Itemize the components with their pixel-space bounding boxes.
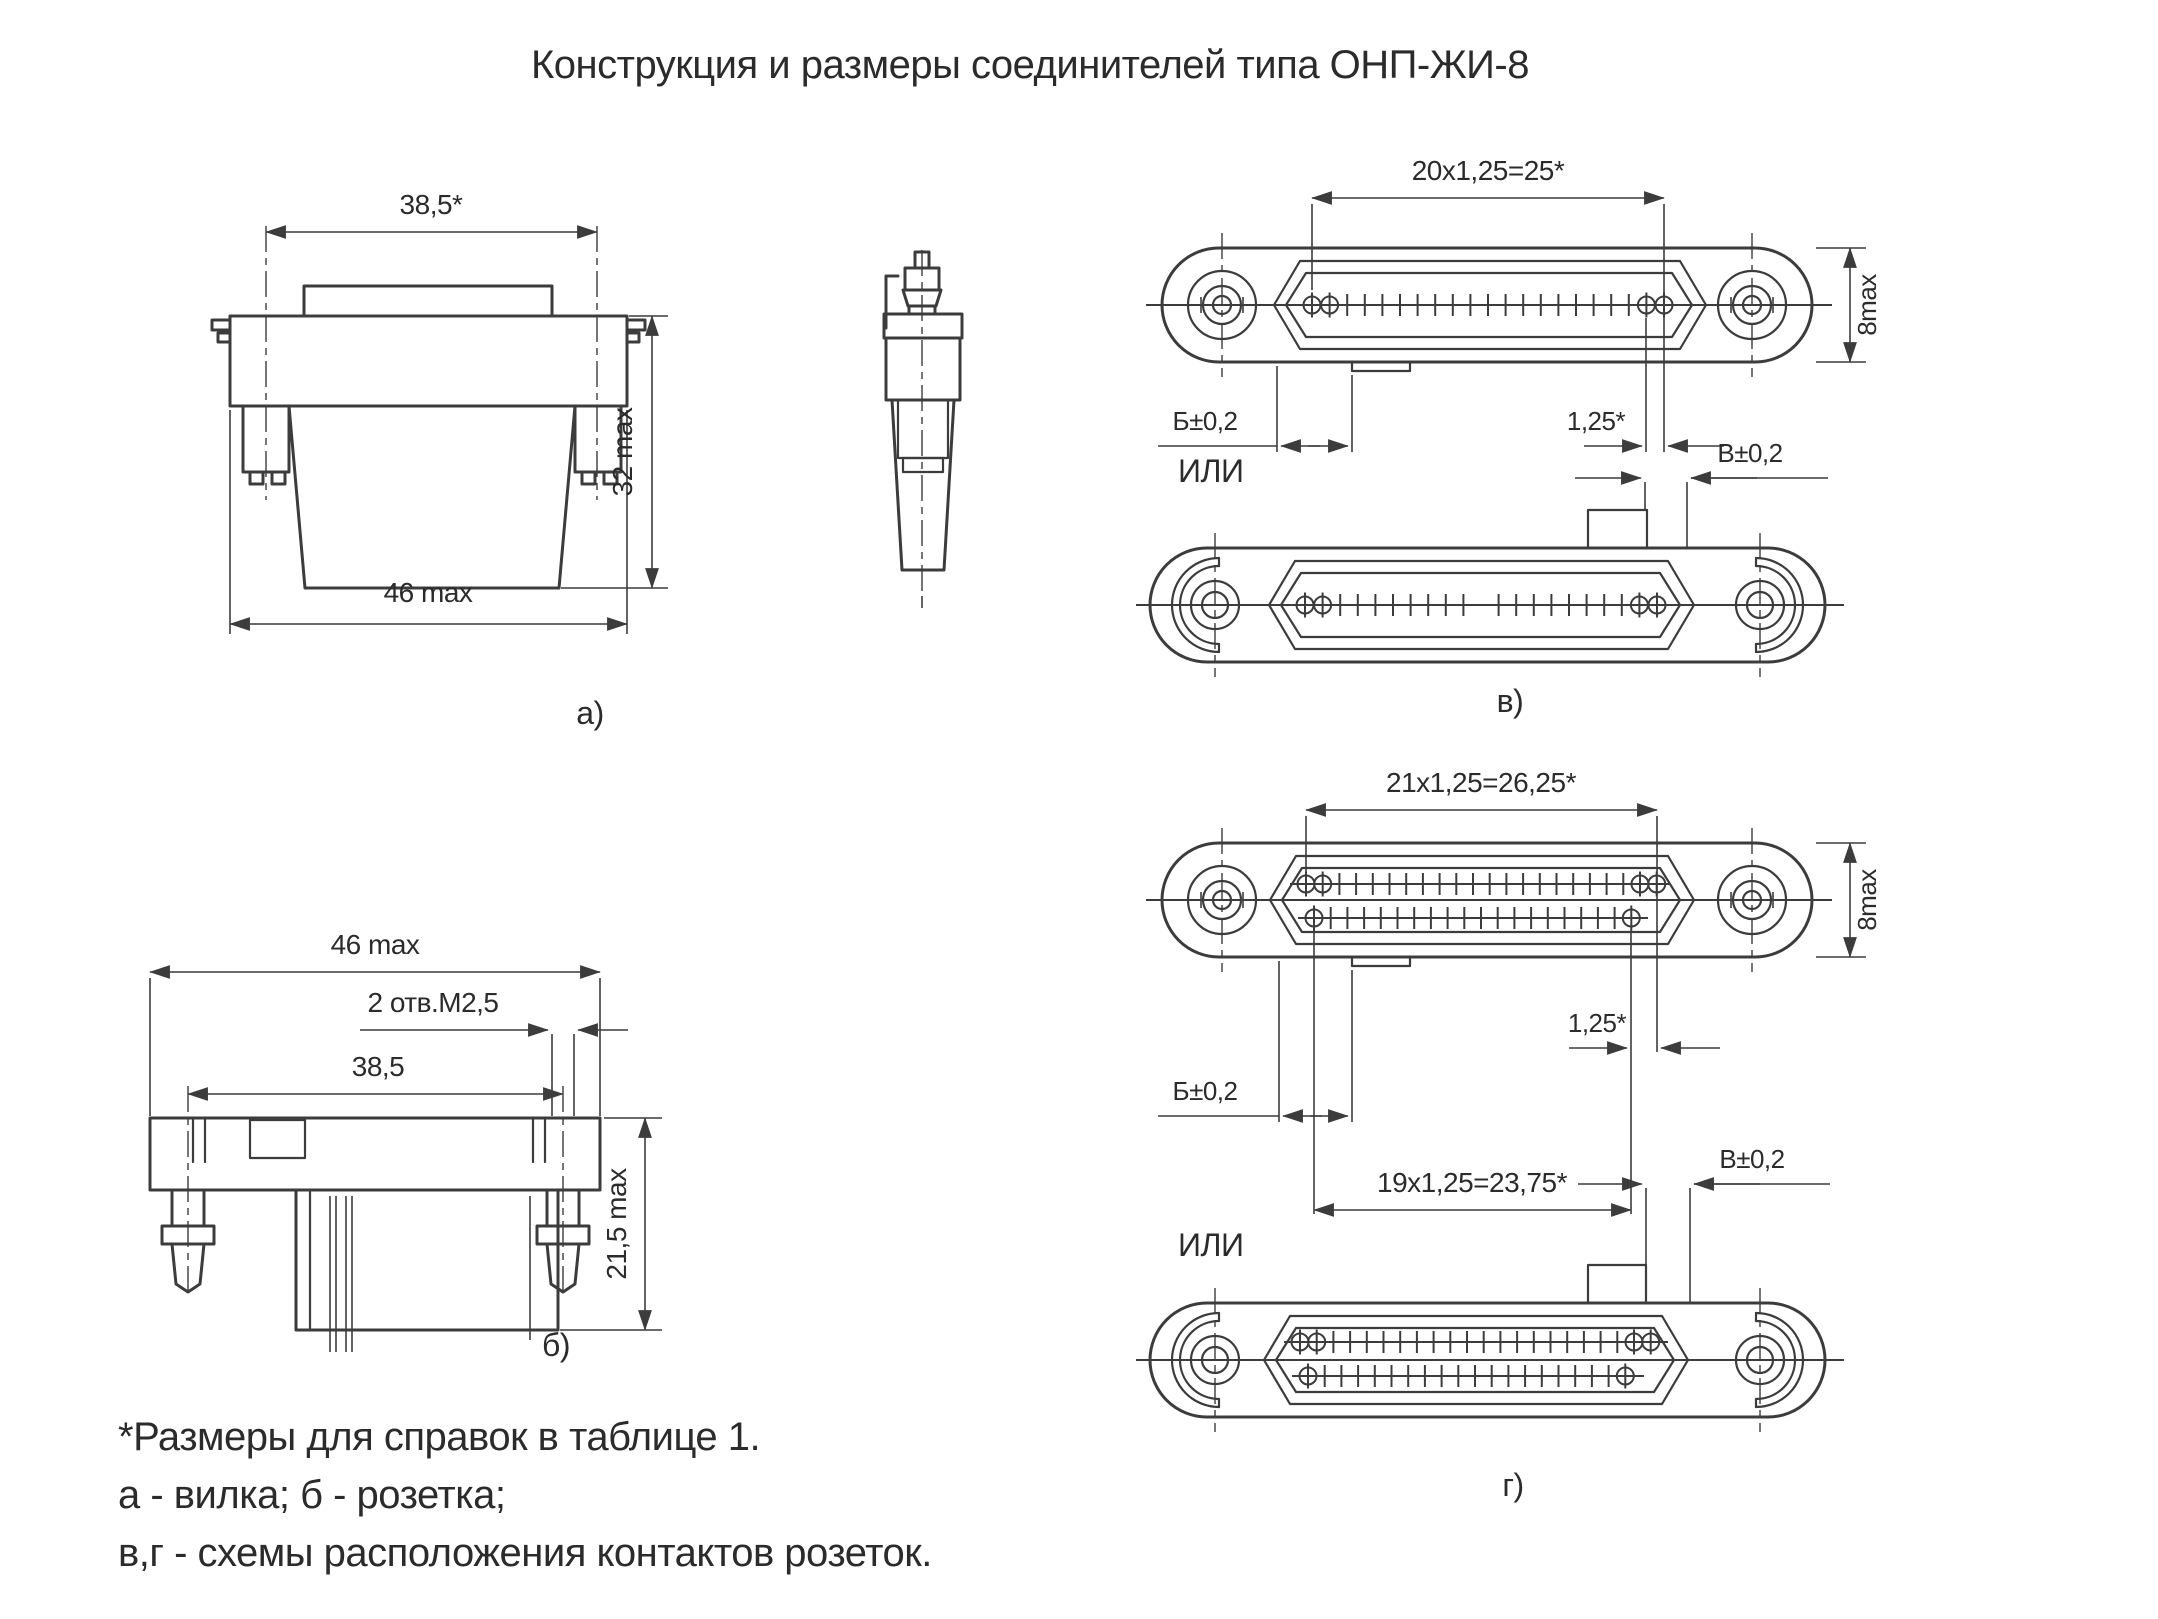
dim-pitch: 1,25*	[1566, 406, 1626, 436]
contact-row	[1146, 293, 1832, 318]
page-title: Конструкция и размеры соединителей типа ОНП-ЖИ-8	[531, 43, 1529, 87]
dim-b: Б±0,2	[1172, 406, 1238, 436]
flange-window	[250, 1120, 305, 1158]
contact-row-top	[1284, 1330, 1668, 1355]
view-b-socket	[150, 929, 662, 1363]
top-tab	[1588, 1265, 1646, 1303]
view-v-label: в)	[1496, 683, 1524, 719]
side-taper-shell	[892, 400, 954, 570]
contact-row-top	[1290, 872, 1670, 897]
view-b-label: б)	[542, 1327, 570, 1363]
dim-46-max: 46 max	[383, 577, 473, 608]
dim-b: Б±0,2	[1172, 1076, 1238, 1106]
note-line-2: а - вилка; б - розетка;	[118, 1473, 506, 1517]
view-side-plug	[884, 250, 962, 608]
side-inner-block	[898, 400, 948, 458]
side-body	[886, 338, 960, 400]
footnotes	[118, 1415, 932, 1575]
dim-span: 20x1,25=25*	[1411, 155, 1565, 186]
side-inner-step	[903, 458, 943, 472]
dim-v: В±0,2	[1717, 438, 1783, 468]
view-g-label: г)	[1502, 1467, 1524, 1503]
plug-right-tab	[627, 320, 645, 342]
dim-span-top: 21x1,25=26,25*	[1386, 767, 1576, 798]
side-hook	[886, 276, 898, 328]
side-flange	[884, 314, 962, 338]
note-line-1: *Размеры для справок в таблице 1.	[118, 1415, 761, 1459]
plug-shell-trapezoid	[289, 406, 575, 588]
contact-row-bottom	[1292, 1364, 1644, 1389]
view-g-contact-layout	[1136, 767, 1882, 1503]
contact-row-bottom	[1298, 906, 1648, 931]
dim-holes: 2 отв.М2,5	[367, 987, 499, 1018]
view-a-plug	[212, 189, 668, 731]
dim-8max: 8max	[1852, 869, 1882, 931]
dim-8max: 8max	[1852, 274, 1882, 336]
dim-pitch: 1,25*	[1567, 1008, 1627, 1038]
dim-38-5: 38,5*	[399, 189, 463, 220]
or-label: ИЛИ	[1178, 453, 1244, 489]
dim-v: В±0,2	[1719, 1144, 1785, 1174]
top-tab	[1588, 510, 1647, 548]
view-a-label: а)	[576, 695, 604, 731]
plug-left-tab	[212, 320, 230, 342]
dim-32-max: 32 max	[607, 407, 638, 497]
plug-top-cap	[304, 286, 552, 316]
dim-21-5-max: 21,5 max	[601, 1168, 632, 1280]
dim-span-bottom: 19x1,25=23,75*	[1377, 1167, 1567, 1198]
dim-38-5: 38,5	[351, 1051, 405, 1082]
dim-46-max: 46 max	[330, 929, 420, 960]
plug-body-outline	[230, 316, 627, 406]
or-label: ИЛИ	[1178, 1227, 1244, 1263]
note-line-3: в,г - схемы расположения контактов розеток.	[118, 1531, 932, 1575]
view-v-contact-layout	[1136, 155, 1882, 719]
plug-left-latch-feet	[250, 472, 285, 484]
